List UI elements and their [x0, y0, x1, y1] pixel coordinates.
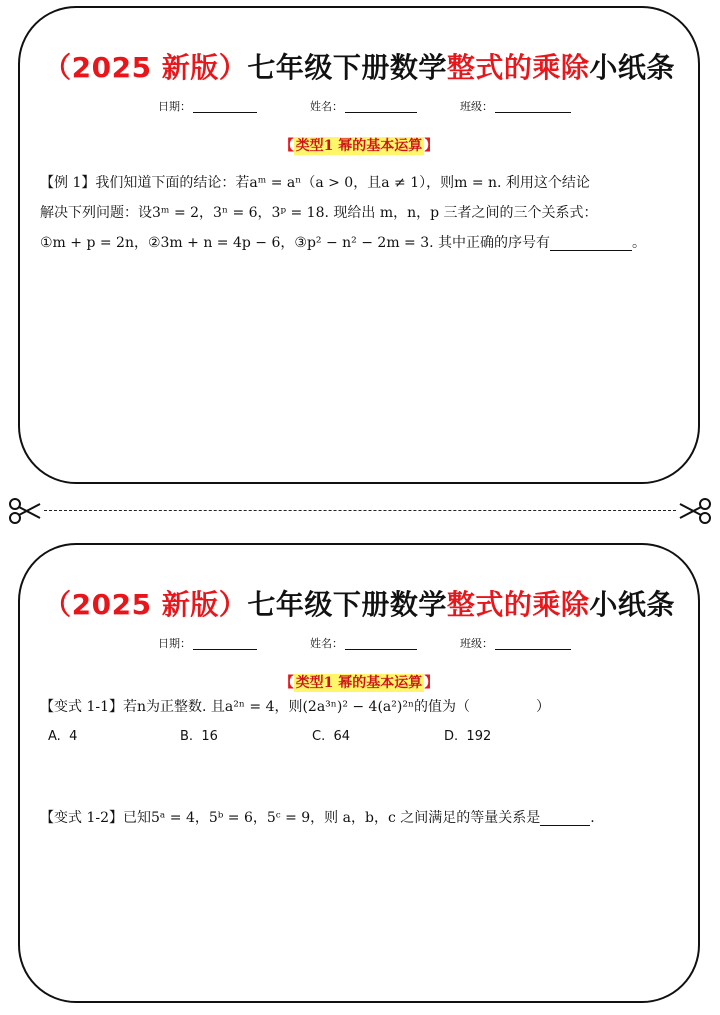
class-blank[interactable]: [495, 649, 571, 650]
student-info-row: [20, 98, 698, 116]
choice-b[interactable]: [180, 729, 218, 744]
title-suffix: 小纸条: [589, 588, 675, 621]
example-line-1: 我们知道下面的结论：若aᵐ = aⁿ（a > 0，且a ≠ 1），则m = n. 利用这个结论: [95, 175, 590, 191]
choice-a[interactable]: [48, 729, 77, 744]
worksheet-card-2: [18, 543, 700, 1003]
type-label: 类型1 幂的基本运算: [295, 138, 423, 154]
choice-value: 4: [69, 729, 78, 744]
name-label: 姓名：: [310, 100, 343, 113]
variant-end: .: [590, 810, 595, 826]
title-topic: 整式的乘除: [446, 588, 590, 621]
student-info-row: [20, 635, 698, 653]
name-label: 姓名：: [310, 637, 343, 650]
name-field: [310, 635, 417, 651]
class-label: 班级：: [460, 637, 493, 650]
answer-blank[interactable]: [550, 250, 632, 251]
paren-close: ）: [536, 699, 551, 715]
choice-c[interactable]: [312, 729, 350, 744]
title-edition: （2025 新版）: [43, 588, 248, 621]
date-label: 日期：: [158, 637, 191, 650]
class-field: [460, 98, 571, 114]
name-blank[interactable]: [345, 112, 417, 113]
choice-letter: C.: [312, 729, 326, 744]
choice-value: 16: [201, 729, 218, 744]
card-title: [20, 46, 698, 86]
title-topic: 整式的乘除: [446, 51, 590, 84]
title-grade: 七年级下册数学: [247, 51, 447, 84]
bracket-open: 【: [279, 138, 294, 154]
date-field: [158, 635, 257, 651]
class-field: [460, 635, 571, 651]
example-line-3: ①m + p = 2n，②3m + n = 4p − 6，③p² − n² − 2m = 3. 其中正确的序号有: [40, 235, 551, 251]
variant-1-2-text: 已知5ᵃ = 4，5ᵇ = 6，5ᶜ = 9，则 a，b，c 之间满足的等量关系是: [123, 810, 541, 826]
date-field: [158, 98, 257, 114]
type-heading: [20, 135, 698, 155]
choice-letter: A.: [48, 729, 61, 744]
name-field: [310, 98, 417, 114]
variant-1-1: [40, 692, 550, 722]
choice-d[interactable]: [444, 729, 491, 744]
date-blank[interactable]: [193, 649, 257, 650]
variant-tag: 【变式 1-2】: [40, 810, 123, 826]
worksheet-card-1: [18, 6, 700, 484]
example-1: [40, 168, 646, 258]
variant-tag: 【变式 1-1】: [40, 699, 123, 715]
scissors-icon: [8, 496, 42, 526]
class-blank[interactable]: [495, 112, 571, 113]
variant-1-1-text: 若n为正整数. 且a²ⁿ = 4，则(2a³ⁿ)² − 4(a²)²ⁿ的值为（: [123, 699, 471, 715]
choice-value: 64: [333, 729, 351, 744]
type-label: 类型1 幂的基本运算: [295, 675, 423, 691]
example-tag: 【例 1】: [40, 175, 96, 191]
class-label: 班级：: [460, 100, 493, 113]
title-edition: （2025 新版）: [43, 51, 248, 84]
name-blank[interactable]: [345, 649, 417, 650]
example-line-2: 解决下列问题：设3ᵐ = 2，3ⁿ = 6，3ᵖ = 18. 现给出 m，n，p 三者之间的三个关系式：: [40, 205, 598, 221]
title-grade: 七年级下册数学: [247, 588, 447, 621]
cut-line: [0, 496, 720, 526]
variant-1-2: [40, 803, 595, 833]
title-suffix: 小纸条: [589, 51, 675, 84]
scissors-icon: [678, 496, 712, 526]
card-title: [20, 583, 698, 623]
choice-list: [48, 729, 608, 751]
type-heading: [20, 672, 698, 692]
example-end: 。: [632, 235, 647, 251]
bracket-close: 】: [424, 675, 439, 691]
bracket-close: 】: [424, 138, 439, 154]
choice-letter: D.: [444, 729, 459, 744]
date-label: 日期：: [158, 100, 191, 113]
answer-blank[interactable]: [540, 825, 590, 826]
choice-value: 192: [466, 729, 492, 744]
choice-letter: B.: [180, 729, 194, 744]
bracket-open: 【: [279, 675, 294, 691]
date-blank[interactable]: [193, 112, 257, 113]
dashed-divider: [44, 510, 676, 511]
